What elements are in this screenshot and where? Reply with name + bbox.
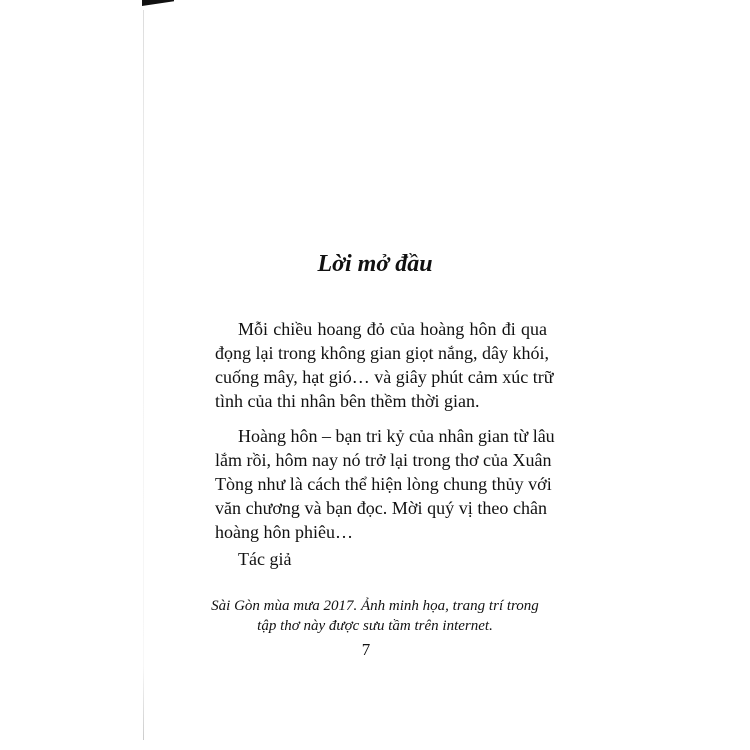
text-line: Tòng như là cách thể hiện lòng chung thủy với (215, 474, 552, 494)
text-line: Mỗi chiều hoang đỏ của hoàng hôn đi qua (238, 319, 547, 339)
paragraph-2 (215, 424, 555, 544)
author-signature: Tác giả (238, 549, 292, 569)
paragraph-1 (215, 317, 554, 413)
text-line: Hoàng hôn – bạn tri kỷ của nhân gian từ lâu (238, 426, 555, 446)
text-line: đọng lại trong không gian giọt nắng, dây khói, (215, 343, 549, 363)
text-line: hoàng hôn phiêu… (215, 522, 353, 542)
text-line: cuống mây, hạt gió… và giây phút cảm xúc trữ (215, 367, 554, 387)
page-number: 7 (361, 640, 371, 659)
chapter-title: Lời mở đầu (317, 251, 433, 277)
caption-line: tập thơ này được sưu tầm trên internet. (257, 618, 493, 634)
caption-line: Sài Gòn mùa mưa 2017. Ảnh minh họa, trang trí trong (211, 598, 539, 614)
text-line: lắm rồi, hôm nay nó trở lại trong thơ của Xuân (215, 450, 552, 470)
scan-corner-mark (142, 0, 174, 6)
caption-note (0, 596, 750, 636)
text-line: tình của thi nhân bên thềm thời gian. (215, 391, 480, 411)
text-line: văn chương và bạn đọc. Mời quý vị theo chân (215, 498, 547, 518)
